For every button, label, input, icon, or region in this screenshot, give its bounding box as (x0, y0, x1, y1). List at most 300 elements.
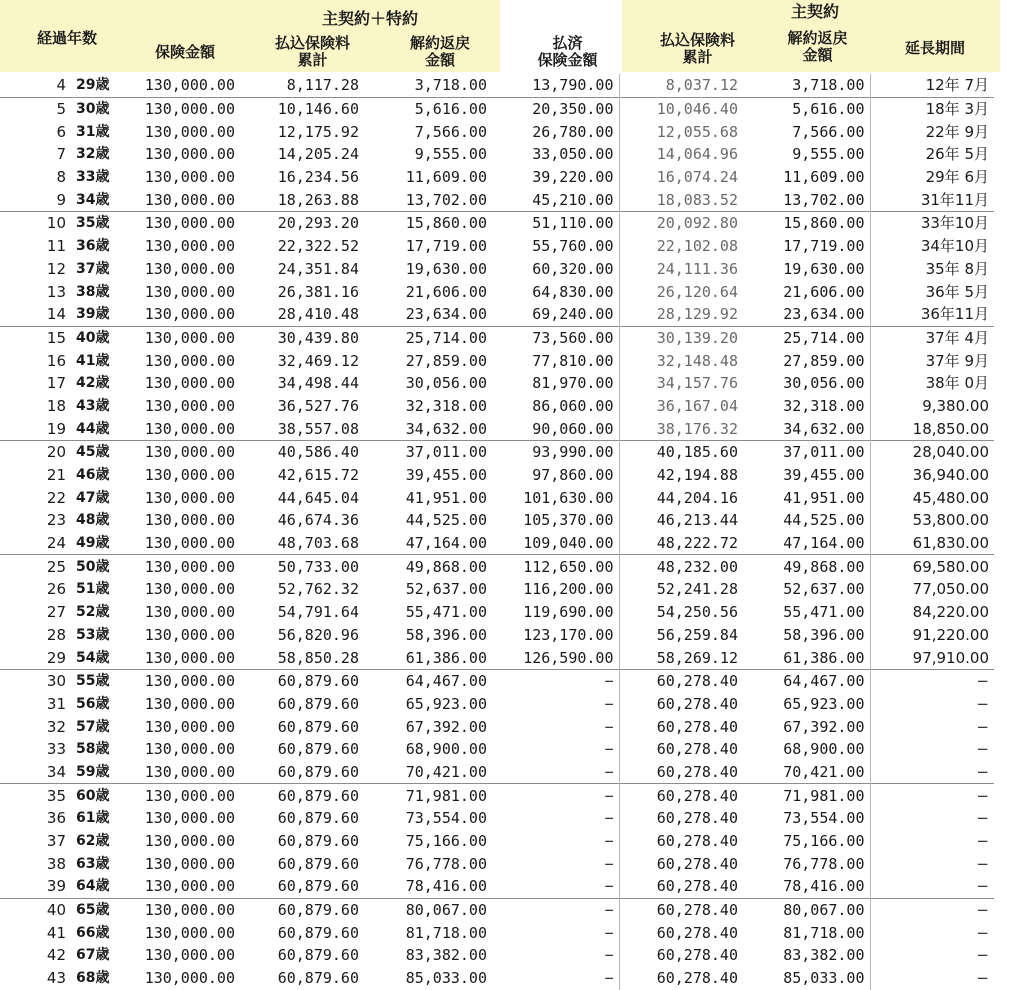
sum-insured-cell: 130,000.00 (144, 122, 235, 141)
age-cell: 47歳 (76, 489, 110, 506)
premium-total-cell: 60,879.60 (277, 946, 359, 965)
main-surrender-value-cell: 49,868.00 (743, 555, 870, 578)
age-cell: 68歳 (76, 970, 110, 987)
surrender-value-cell: 68,900.00 (405, 740, 487, 759)
table-row (0, 852, 994, 875)
table-row (0, 646, 994, 669)
table-row (0, 898, 994, 921)
elapsed-year-cell: 38 (46, 854, 66, 873)
premium-total-cell: 38,557.08 (277, 419, 359, 438)
main-premium-total-cell: 36,167.04 (619, 395, 743, 418)
sum-insured-cell: 130,000.00 (117, 326, 240, 349)
main-surrender-value-cell: 80,067.00 (743, 898, 870, 921)
group-header-main: 主契約 (790, 2, 839, 21)
table-row (0, 235, 994, 258)
surrender-value-cell: 5,616.00 (364, 97, 492, 120)
extension-period-cell: − (870, 761, 994, 784)
sum-insured-cell: 130,000.00 (144, 76, 235, 95)
paidup-sum-cell: 126,590.00 (523, 648, 614, 667)
premium-total-cell: 60,879.60 (277, 717, 359, 736)
main-surrender-value-cell: 25,714.00 (743, 326, 870, 349)
main-premium-total-cell: 38,176.32 (619, 417, 743, 440)
sum-insured-cell: 130,000.00 (144, 190, 235, 209)
age-cell: 63歳 (76, 855, 110, 872)
paidup-sum-cell: 60,320.00 (532, 259, 614, 278)
age-cell: 60歳 (70, 784, 117, 807)
surrender-value-cell: 78,416.00 (405, 877, 487, 896)
age-cell: 55歳 (70, 669, 117, 692)
main-premium-total-cell: 60,278.40 (619, 830, 743, 853)
sum-insured-cell: 130,000.00 (144, 466, 235, 485)
main-surrender-value-cell: 23,634.00 (783, 305, 865, 324)
surrender-value-cell: 25,714.00 (364, 326, 492, 349)
main-surrender-value-cell: 76,778.00 (783, 854, 865, 873)
extension-period-cell: 36,940.00 (870, 464, 994, 487)
main-premium-total-cell: 28,129.92 (619, 303, 743, 326)
sum-insured-cell: 130,000.00 (144, 625, 235, 644)
paidup-sum-cell: − (492, 669, 619, 692)
main-premium-total-cell: 30,139.20 (619, 326, 743, 349)
elapsed-year-cell: 19 (46, 419, 66, 438)
age-cell: 38歳 (76, 283, 110, 300)
age-cell: 31歳 (76, 123, 110, 140)
table-row (0, 166, 994, 189)
paidup-sum-cell: 64,830.00 (532, 282, 614, 301)
main-surrender-value-cell: 17,719.00 (783, 237, 865, 256)
table-row (0, 967, 994, 990)
main-premium-total-cell: 60,278.40 (619, 898, 743, 921)
premium-total-cell: 18,263.88 (277, 190, 359, 209)
elapsed-year-cell: 16 (46, 351, 66, 370)
group-header-main-plus-rider: 主契約＋特約 (321, 9, 418, 28)
surrender-value-cell: 47,164.00 (405, 534, 487, 553)
col-header-extension-period: 延長期間 (904, 39, 965, 57)
table-row (0, 120, 994, 143)
main-premium-total-cell: 22,102.08 (619, 235, 743, 258)
premium-total-cell: 22,322.52 (277, 237, 359, 256)
extension-period-cell: 91,220.00 (870, 624, 994, 647)
elapsed-year-cell: 28 (46, 625, 66, 644)
main-surrender-value-cell: 52,637.00 (783, 580, 865, 599)
extension-period-cell: 37年 9月 (870, 349, 994, 372)
premium-total-cell: 30,439.80 (240, 326, 364, 349)
elapsed-year-cell: 27 (46, 603, 66, 622)
age-cell: 66歳 (76, 924, 110, 941)
premium-total-cell: 60,879.60 (277, 877, 359, 896)
extension-period-cell: − (870, 967, 994, 990)
elapsed-year-cell: 29 (46, 648, 66, 667)
age-cell: 44歳 (76, 420, 110, 437)
age-cell: 58歳 (76, 741, 110, 758)
extension-period-cell: − (870, 852, 994, 875)
sum-insured-cell: 130,000.00 (144, 969, 235, 988)
main-premium-total-cell: 26,120.64 (619, 280, 743, 303)
premium-total-cell: 32,469.12 (277, 351, 359, 370)
surrender-value-cell: 3,718.00 (414, 76, 487, 95)
extension-period-cell: 36年11月 (870, 303, 994, 326)
elapsed-year-cell: 39 (46, 877, 66, 896)
age-cell: 35歳 (70, 212, 117, 235)
main-surrender-value-cell: 83,382.00 (783, 946, 865, 965)
extension-period-cell: 45,480.00 (870, 486, 994, 509)
premium-total-cell: 60,879.60 (277, 694, 359, 713)
premium-total-cell: 36,527.76 (277, 396, 359, 415)
table-row (0, 417, 994, 440)
extension-period-cell: 61,830.00 (870, 532, 994, 555)
sum-insured-cell: 130,000.00 (117, 784, 240, 807)
premium-total-cell: 48,703.68 (277, 534, 359, 553)
age-cell: 51歳 (76, 581, 110, 598)
paidup-sum-cell: − (492, 898, 619, 921)
col-header-main-surrender-value: 解約返戻 金額 (787, 29, 848, 64)
main-premium-total-cell: 60,278.40 (619, 921, 743, 944)
extension-period-cell: − (870, 898, 994, 921)
main-surrender-value-cell: 64,467.00 (743, 669, 870, 692)
paidup-sum-cell: 77,810.00 (532, 351, 614, 370)
extension-period-cell: − (870, 715, 994, 738)
extension-period-cell: 38年 0月 (870, 372, 994, 395)
main-premium-total-cell: 58,269.12 (619, 646, 743, 669)
age-cell: 42歳 (76, 375, 110, 392)
extension-period-cell: − (870, 738, 994, 761)
sum-insured-cell: 130,000.00 (144, 946, 235, 965)
main-surrender-value-cell: 73,554.00 (783, 809, 865, 828)
table-row (0, 784, 994, 807)
main-surrender-value-cell: 70,421.00 (783, 762, 865, 781)
age-cell: 65歳 (70, 898, 117, 921)
main-surrender-value-cell: 61,386.00 (783, 648, 865, 667)
surrender-value-cell: 7,566.00 (414, 122, 487, 141)
elapsed-year-cell: 20 (0, 441, 70, 464)
main-surrender-value-cell: 21,606.00 (783, 282, 865, 301)
elapsed-year-cell: 6 (56, 122, 66, 141)
premium-total-cell: 60,879.60 (277, 854, 359, 873)
elapsed-year-cell: 34 (46, 762, 66, 781)
extension-period-cell: − (870, 669, 994, 692)
age-cell: 40歳 (70, 326, 117, 349)
paidup-sum-cell: 90,060.00 (532, 419, 614, 438)
surrender-value-cell: 83,382.00 (405, 946, 487, 965)
elapsed-year-cell: 5 (0, 97, 70, 120)
main-premium-total-cell: 60,278.40 (619, 715, 743, 738)
surrender-value-cell: 76,778.00 (405, 854, 487, 873)
surrender-value-cell: 49,868.00 (364, 555, 492, 578)
paidup-sum-cell: − (604, 832, 614, 851)
premium-total-cell: 28,410.48 (277, 305, 359, 324)
sum-insured-cell: 130,000.00 (144, 877, 235, 896)
main-surrender-value-cell: 67,392.00 (783, 717, 865, 736)
surrender-value-cell: 34,632.00 (405, 419, 487, 438)
elapsed-year-cell: 12 (46, 259, 66, 278)
main-surrender-value-cell: 55,471.00 (783, 603, 865, 622)
elapsed-year-cell: 33 (46, 740, 66, 759)
age-cell: 54歳 (76, 649, 110, 666)
paidup-sum-cell: 101,630.00 (523, 488, 614, 507)
sum-insured-cell: 130,000.00 (144, 854, 235, 873)
main-surrender-value-cell: 3,718.00 (792, 76, 865, 95)
elapsed-year-cell: 32 (46, 717, 66, 736)
main-premium-total-cell: 48,232.00 (619, 555, 743, 578)
sum-insured-cell: 130,000.00 (144, 762, 235, 781)
paidup-sum-cell: − (604, 946, 614, 965)
extension-period-cell: − (870, 875, 994, 898)
main-surrender-value-cell: 13,702.00 (783, 190, 865, 209)
age-cell: 39歳 (76, 306, 110, 323)
main-premium-total-cell: 14,064.96 (619, 143, 743, 166)
extension-period-cell: 26年 5月 (870, 143, 994, 166)
main-surrender-value-cell: 75,166.00 (783, 832, 865, 851)
paidup-sum-cell: 97,860.00 (532, 466, 614, 485)
elapsed-year-cell: 35 (0, 784, 70, 807)
premium-total-cell: 20,293.20 (240, 212, 364, 235)
age-cell: 50歳 (70, 555, 117, 578)
premium-total-cell: 60,879.60 (277, 762, 359, 781)
age-cell: 53歳 (76, 626, 110, 643)
main-surrender-value-cell: 27,859.00 (783, 351, 865, 370)
main-premium-total-cell: 10,046.40 (619, 97, 743, 120)
main-surrender-value-cell: 34,632.00 (783, 419, 865, 438)
main-premium-total-cell: 54,250.56 (619, 601, 743, 624)
elapsed-year-cell: 22 (46, 488, 66, 507)
main-premium-total-cell: 42,194.88 (619, 464, 743, 487)
extension-period-cell: 31年11月 (870, 188, 994, 211)
extension-period-cell: 97,910.00 (870, 646, 994, 669)
main-surrender-value-cell: 39,455.00 (783, 466, 865, 485)
main-premium-total-cell: 60,278.40 (619, 784, 743, 807)
age-cell: 33歳 (76, 169, 110, 186)
paidup-sum-cell: 55,760.00 (532, 237, 614, 256)
paidup-sum-cell: 20,350.00 (492, 97, 619, 120)
premium-total-cell: 34,498.44 (277, 374, 359, 393)
sum-insured-cell: 130,000.00 (144, 740, 235, 759)
surrender-value-cell: 80,067.00 (364, 898, 492, 921)
main-surrender-value-cell: 9,555.00 (792, 145, 865, 164)
table-row (0, 921, 994, 944)
age-cell: 46歳 (76, 467, 110, 484)
table-row (0, 693, 994, 716)
table-row (0, 280, 994, 303)
age-cell: 48歳 (76, 512, 110, 529)
elapsed-year-cell: 8 (56, 168, 66, 187)
elapsed-year-cell: 43 (46, 969, 66, 988)
surrender-value-cell: 61,386.00 (405, 648, 487, 667)
col-header-surrender-value: 解約返戻 金額 (409, 34, 470, 69)
col-header-sum-insured: 保険金額 (154, 43, 215, 61)
surrender-value-cell: 19,630.00 (405, 259, 487, 278)
sum-insured-cell: 130,000.00 (144, 237, 235, 256)
age-cell: 67歳 (76, 947, 110, 964)
sum-insured-cell: 130,000.00 (144, 717, 235, 736)
age-cell: 45歳 (70, 441, 117, 464)
sum-insured-cell: 130,000.00 (144, 351, 235, 370)
table-row (0, 395, 994, 418)
elapsed-year-cell: 21 (46, 466, 66, 485)
premium-total-cell: 16,234.56 (277, 168, 359, 187)
premium-total-cell: 56,820.96 (277, 625, 359, 644)
sum-insured-cell: 130,000.00 (144, 259, 235, 278)
table-row (0, 74, 994, 97)
paidup-sum-cell: − (604, 809, 614, 828)
main-surrender-value-cell: 68,900.00 (783, 740, 865, 759)
sum-insured-cell: 130,000.00 (117, 441, 240, 464)
paidup-sum-cell: 73,560.00 (492, 326, 619, 349)
main-surrender-value-cell: 65,923.00 (783, 694, 865, 713)
elapsed-year-cell: 11 (46, 237, 66, 256)
surrender-value-cell: 52,637.00 (405, 580, 487, 599)
paidup-sum-cell: 105,370.00 (523, 511, 614, 530)
extension-period-cell: 69,580.00 (870, 555, 994, 578)
sum-insured-cell: 130,000.00 (144, 145, 235, 164)
main-premium-total-cell: 60,278.40 (619, 738, 743, 761)
main-premium-total-cell: 60,278.40 (619, 807, 743, 830)
extension-period-cell: − (870, 921, 994, 944)
main-surrender-value-cell: 37,011.00 (743, 441, 870, 464)
main-premium-total-cell: 24,111.36 (619, 258, 743, 281)
premium-total-cell: 60,879.60 (240, 669, 364, 692)
sum-insured-cell: 130,000.00 (144, 648, 235, 667)
age-cell: 49歳 (76, 535, 110, 552)
surrender-value-cell: 37,011.00 (364, 441, 492, 464)
main-premium-total-cell: 60,278.40 (619, 967, 743, 990)
surrender-value-cell: 9,555.00 (414, 145, 487, 164)
paidup-sum-cell: − (604, 877, 614, 896)
elapsed-year-cell: 24 (46, 534, 66, 553)
surrender-value-cell: 67,392.00 (405, 717, 487, 736)
age-cell: 57歳 (76, 718, 110, 735)
extension-period-cell: 36年 5月 (870, 280, 994, 303)
table-row (0, 555, 994, 578)
col-header-main-premium-total: 払込保険料 累計 (659, 31, 735, 66)
sum-insured-cell: 130,000.00 (144, 488, 235, 507)
elapsed-year-cell: 9 (56, 190, 66, 209)
premium-total-cell: 46,674.36 (277, 511, 359, 530)
age-cell: 37歳 (76, 260, 110, 277)
paidup-sum-cell: 69,240.00 (532, 305, 614, 324)
table-row (0, 464, 994, 487)
main-premium-total-cell: 20,092.80 (619, 212, 743, 235)
paidup-sum-cell: 119,690.00 (523, 603, 614, 622)
paidup-sum-cell: − (604, 854, 614, 873)
premium-total-cell: 58,850.28 (277, 648, 359, 667)
sum-insured-cell: 130,000.00 (144, 305, 235, 324)
elapsed-year-cell: 17 (46, 374, 66, 393)
age-cell: 59歳 (76, 763, 110, 780)
age-cell: 52歳 (76, 604, 110, 621)
premium-total-cell: 12,175.92 (277, 122, 359, 141)
elapsed-year-cell: 7 (56, 145, 66, 164)
premium-total-cell: 24,351.84 (277, 259, 359, 278)
table-row (0, 875, 994, 898)
surrender-value-cell: 41,951.00 (405, 488, 487, 507)
table-row (0, 738, 994, 761)
elapsed-year-cell: 41 (46, 923, 66, 942)
elapsed-year-cell: 36 (46, 809, 66, 828)
table-row (0, 532, 994, 555)
extension-period-cell: 18,850.00 (870, 417, 994, 440)
premium-total-cell: 60,879.60 (277, 809, 359, 828)
surrender-value-cell: 44,525.00 (405, 511, 487, 530)
main-premium-total-cell: 52,241.28 (619, 578, 743, 601)
paidup-sum-cell: 81,970.00 (532, 374, 614, 393)
sum-insured-cell: 130,000.00 (117, 555, 240, 578)
premium-total-cell: 54,791.64 (277, 603, 359, 622)
paidup-sum-cell: − (492, 784, 619, 807)
premium-total-cell: 50,733.00 (240, 555, 364, 578)
main-surrender-value-cell: 71,981.00 (743, 784, 870, 807)
sum-insured-cell: 130,000.00 (144, 923, 235, 942)
paidup-sum-cell: 33,050.00 (532, 145, 614, 164)
main-premium-total-cell: 46,213.44 (619, 509, 743, 532)
main-surrender-value-cell: 44,525.00 (783, 511, 865, 530)
surrender-value-cell: 70,421.00 (405, 762, 487, 781)
elapsed-year-cell: 42 (46, 946, 66, 965)
age-cell: 34歳 (76, 191, 110, 208)
premium-total-cell: 60,879.60 (240, 898, 364, 921)
surrender-value-cell: 65,923.00 (405, 694, 487, 713)
paidup-sum-cell: 51,110.00 (492, 212, 619, 235)
surrender-value-cell: 11,609.00 (405, 168, 487, 187)
surrender-value-cell: 55,471.00 (405, 603, 487, 622)
paidup-sum-cell: − (604, 717, 614, 736)
elapsed-year-cell: 4 (56, 76, 66, 95)
main-premium-total-cell: 8,037.12 (619, 74, 743, 97)
elapsed-year-cell: 14 (46, 305, 66, 324)
premium-total-cell: 60,879.60 (240, 784, 364, 807)
table-row (0, 212, 994, 235)
elapsed-year-cell: 15 (0, 326, 70, 349)
table-row (0, 761, 994, 784)
main-surrender-value-cell: 47,164.00 (783, 534, 865, 553)
paidup-sum-cell: − (604, 740, 614, 759)
main-premium-total-cell: 48,222.72 (619, 532, 743, 555)
paidup-sum-cell: − (604, 694, 614, 713)
age-cell: 62歳 (76, 833, 110, 850)
sum-insured-cell: 130,000.00 (117, 898, 240, 921)
main-premium-total-cell: 60,278.40 (619, 875, 743, 898)
sum-insured-cell: 130,000.00 (117, 97, 240, 120)
surrender-value-cell: 23,634.00 (405, 305, 487, 324)
sum-insured-cell: 130,000.00 (144, 694, 235, 713)
surrender-value-cell: 15,860.00 (364, 212, 492, 235)
main-premium-total-cell: 44,204.16 (619, 486, 743, 509)
extension-period-cell: − (870, 784, 994, 807)
premium-total-cell: 8,117.28 (286, 76, 359, 95)
table-row (0, 97, 994, 120)
extension-period-cell: 29年 6月 (870, 166, 994, 189)
premium-total-cell: 44,645.04 (277, 488, 359, 507)
col-header-elapsed-years: 経過年数 (36, 29, 97, 47)
elapsed-year-cell: 18 (46, 396, 66, 415)
surrender-value-cell: 81,718.00 (405, 923, 487, 942)
paidup-sum-cell: 116,200.00 (523, 580, 614, 599)
premium-total-cell: 10,146.60 (240, 97, 364, 120)
extension-period-cell: 18年 3月 (870, 97, 994, 120)
table-row (0, 830, 994, 853)
paidup-sum-cell: − (604, 923, 614, 942)
age-cell: 32歳 (76, 146, 110, 163)
surrender-value-cell: 21,606.00 (405, 282, 487, 301)
premium-total-cell: 14,205.24 (277, 145, 359, 164)
surrender-value-cell: 27,859.00 (405, 351, 487, 370)
sum-insured-cell: 130,000.00 (144, 809, 235, 828)
sum-insured-cell: 130,000.00 (144, 396, 235, 415)
paidup-sum-cell: 123,170.00 (523, 625, 614, 644)
main-surrender-value-cell: 30,056.00 (783, 374, 865, 393)
surrender-value-cell: 71,981.00 (364, 784, 492, 807)
main-premium-total-cell: 16,074.24 (619, 166, 743, 189)
sum-insured-cell: 130,000.00 (144, 168, 235, 187)
paidup-sum-cell: 109,040.00 (523, 534, 614, 553)
